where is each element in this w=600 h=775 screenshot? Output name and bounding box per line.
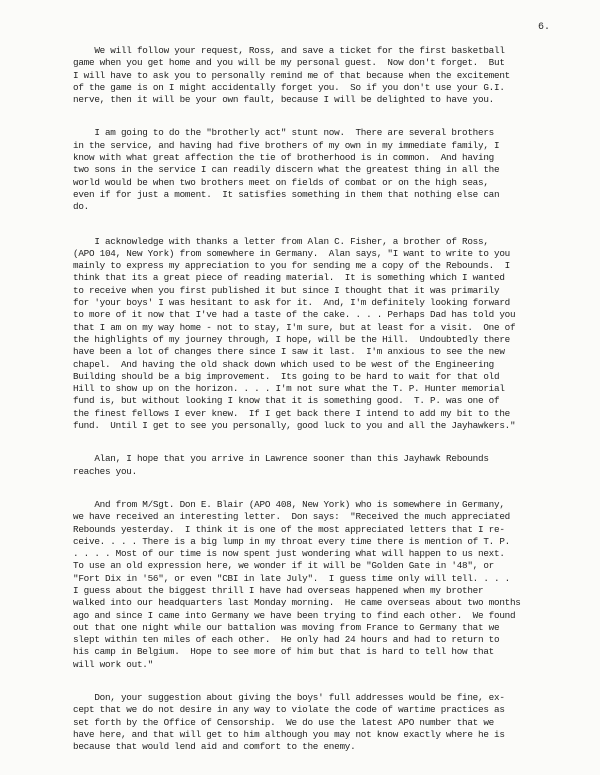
- text-line: mainly to express my appreciation to you for sending me a copy of the Rebounds. I: [73, 260, 510, 272]
- text-line: We will follow your request, Ross, and save a ticket for the first basketball: [73, 45, 505, 56]
- text-line: I am going to do the "brotherly act" stunt now. There are several brothers: [73, 127, 494, 139]
- text-line: have been a lot of changes there since I saw it last. I'm anxious to see the new: [73, 346, 505, 358]
- text-line: ceive. . . . There is a big lump in my throat every time there is mention of T. P.: [73, 535, 510, 547]
- text-line: (APO 104, New York) from somewhere in Germany. Alan says, "I want to write to you: [73, 247, 510, 259]
- text-line: out that one night while our battalion was moving from France to Germany that we: [73, 621, 500, 633]
- text-line: To use an old expression here, we wonder if it will be "Golden Gate in '48", or: [73, 560, 494, 572]
- text-line: Alan, I hope that you arrive in Lawrence sooner than this Jayhawk Rebounds: [73, 453, 489, 465]
- text-line: because that would lend aid and comfort to the enemy.: [73, 741, 356, 753]
- text-line: cept that we do not desire in any way to violate the code of wartime practices as: [73, 704, 505, 716]
- text-line: the finest fellows I ever knew. If I get back there I intend to add my bit to the: [73, 407, 510, 419]
- paragraph-alan-fisher-letter: [73, 236, 593, 433]
- text-line: I acknowledge with thanks a letter from Alan C. Fisher, a brother of Ross,: [73, 235, 489, 247]
- text-line: fund. Until I get to see you personally, good luck to you and all the Jayhawkers.": [73, 420, 516, 432]
- text-line: for 'your boys' I was hesitant to ask for it. And, I'm definitely looking forward: [73, 297, 510, 309]
- text-line: do.: [73, 201, 89, 213]
- text-line: Building should be a big improvement. Its going to be hard to wait for that old: [73, 370, 500, 382]
- text-line: slept within ten miles of each other. He only had 24 hours and had to return to: [73, 634, 500, 646]
- page-number: 6.: [538, 22, 551, 33]
- text-line: I guess about the biggest thrill I have had overseas happened when my brother: [73, 584, 484, 596]
- text-line: "Fort Dix in '56", or even "CBI in late July". I guess time only will tell. . . .: [73, 572, 510, 584]
- text-line: that I am on my way home - not to stay, I'm sure, but at least for a visit. One of: [73, 321, 516, 333]
- text-line: reaches you.: [73, 465, 137, 477]
- text-line: fund is, but without looking I know that it is something good. T. P. was one of: [73, 395, 500, 407]
- text-line: in the service, and having had five brothers of my own in my immediate family, I: [73, 139, 500, 151]
- text-line: have here, and that will get to him although you may not know exactly where he is: [73, 728, 505, 740]
- paragraph-brotherly-act: [73, 127, 593, 213]
- text-line: world would be when two brothers meet on fields of combat or on the high seas,: [73, 176, 489, 188]
- text-line: think that its a great piece of reading material. It is something which I wanted: [73, 272, 505, 284]
- paragraph-censorship-reply: [73, 692, 593, 753]
- letter-body: [73, 45, 593, 754]
- text-line: to receive when you first published it but since I thought that it was primarily: [73, 284, 500, 296]
- text-line: ago and since I came into Germany we have been trying to find each other. We found: [73, 609, 516, 621]
- text-line: set forth by the Office of Censorship. We do use the latest APO number that we: [73, 716, 494, 728]
- text-line: . . . . Most of our time is now spent just wondering what will happen to us next.: [73, 548, 505, 560]
- text-line: Don, your suggestion about giving the boys' full addresses would be fine, ex-: [73, 692, 505, 704]
- text-line: we have received an interesting letter. Don says: "Received the much appreciated: [73, 511, 510, 523]
- paragraph-don-blair-letter: [73, 499, 593, 671]
- text-line: will work out.": [73, 658, 153, 670]
- text-line: And from M/Sgt. Don E. Blair (APO 408, New York) who is somewhere in Germany,: [73, 498, 505, 510]
- text-line: to more of it now that I've had a taste of the cake. . . . Perhaps Dad has told you: [73, 309, 516, 321]
- text-line: of the game is on I might accidentally forget you. So if you don't use your G.I.: [73, 81, 505, 93]
- text-line: even if for just a moment. It satisfies something in them that nothing else can: [73, 188, 500, 200]
- text-line: the highlights of my journey through, I hope, will be the Hill. Undoubtedly there: [73, 333, 510, 345]
- text-line: chapel. And having the old shack down which used to be west of the Engineering: [73, 358, 494, 370]
- text-line: his camp in Belgium. Hope to see more of him but that is hard to tell how that: [73, 646, 494, 658]
- text-line: walked into our headquarters last Monday morning. He came overseas about two months: [73, 597, 521, 609]
- text-line: I will have to ask you to personally remind me of that because when the excitement: [73, 69, 510, 81]
- text-line: nerve, then it will be your own fault, because I will be delighted to have you.: [73, 94, 494, 106]
- paragraph-alan-reply: [73, 453, 593, 478]
- text-line: Hill to show up on the horizon. . . . I'm not sure what the T. P. Hunter memorial: [73, 383, 505, 395]
- text-line: two sons in the service I can readily discern what the greatest thing in all the: [73, 164, 500, 176]
- text-line: game when you get home and you will be my personal guest. Now don't forget. But: [73, 57, 505, 69]
- text-line: Rebounds yesterday. I think it is one of the most appreciated letters that I re-: [73, 523, 505, 535]
- paragraph-basketball-ticket: [73, 45, 593, 106]
- text-line: know with what great affection the tie of brotherhood is in common. And having: [73, 152, 494, 164]
